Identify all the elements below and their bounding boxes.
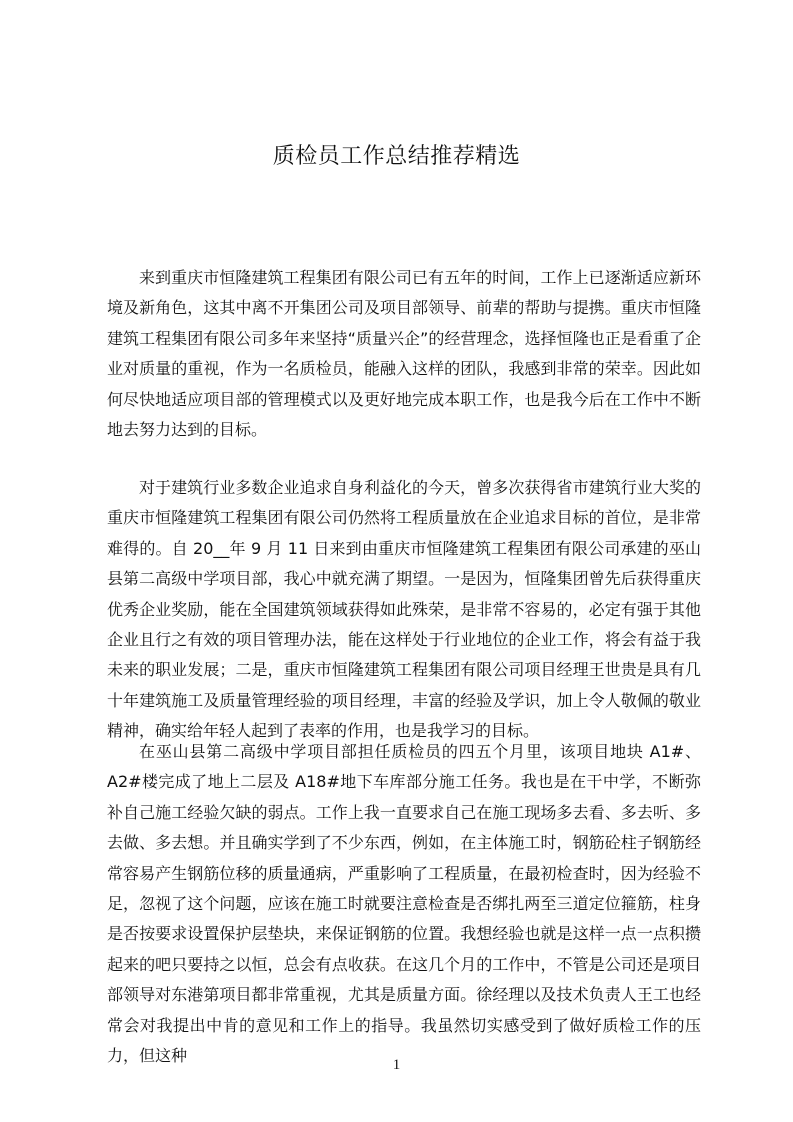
paragraph-1: 来到重庆市恒隆建筑工程集团有限公司已有五年的时间，工作上已逐渐适应新环境及新角色，这其中离不开集团公司及项目部领导、前辈的帮助与提携。重庆市恒隆建筑工程集团有限公司多年来坚持“质量兴企”的经营理念，选择恒隆也正是看重了企业对质量的重视，作为一名质检员，能融入这样的团队，我感到非常的荣幸。因此如何尽快地适应项目部的管理模式以及更好地完成本职工作，也是我今后在工作中不断地去努力达到的目标。 [107,268,701,440]
paragraph-3: 在巫山县第二高级中学项目部担任质检员的四五个月里，该项目地块 A1#、A2#楼完成了地上二层及 A18#地下车库部分施工任务。我也是在干中学，不断弥补自己施工经验欠缺的弱点。工作上我一直要求自己在施工现场多去看、多去听、多去做、多去想。并且确实学到了不少东西，例如，在主体施工时，钢筋砼柱子钢筋经常容易产生钢筋位移的质量通病，严重影响了工程质量，在最初检查时，因为经验不足，忽视了这个问题，应该在施工时就要注意检查是否绑扎两至三道定位箍筋，柱身是否按要求设置保护层垫块，来保证钢筋的位置。我想经验也就是这样一点一点积攒起来的吧只要持之以恒，总会有点收获。在这几个月的工作中，不管是公司还是项目部领导对东港第项目都非常重视，尤其是质量方面。徐经理以及技术负责人王工也经常会对我提出中肯的意见和工作上的指导。我虽然切实感受到了做好质检工作的压力，但这种 [107,742,701,1066]
page-number: 1 [392,1057,401,1073]
document-title: 质检员工作总结推荐精选 [272,144,521,169]
paragraph-2: 对于建筑行业多数企业追求自身利益化的今天，曾多次获得省市建筑行业大奖的重庆市恒隆建筑工程集团有限公司仍然将工程质量放在企业追求目标的首位，是非常难得的。自 20__年 9 月 11 日来到由重庆市恒隆建筑工程集团有限公司承建的巫山县第二高级中学项目部，我心中就充满了期望。一是因为，恒隆集团曾先后获得重庆优秀企业奖励，能在全国建筑领域获得如此殊荣，是非常不容易的，必定有强于其他企业且行之有效的项目管理办法，能在这样处于行业地位的企业工作，将会有益于我未来的职业发展；二是，重庆市恒隆建筑工程集团有限公司项目经理王世贵是具有几十年建筑施工及质量管理经验的项目经理，丰富的经验及学识，加上令人敬佩的敬业精神，确实给年轻人起到了表率的作用，也是我学习的目标。 [107,478,701,741]
